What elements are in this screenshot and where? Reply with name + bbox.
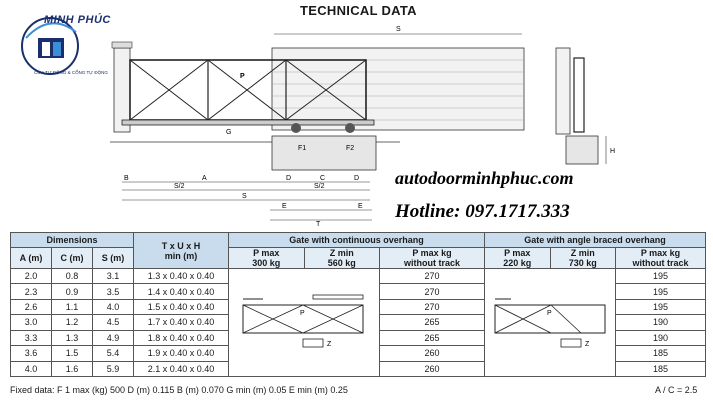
cell-txuxh: 1.8 x 0.40 x 0.40 [134,330,229,345]
cell-c: 0.8 [52,269,93,284]
dim-e-right: E [358,203,363,210]
angle-gate-diagram [485,269,615,374]
fixed-data-note: Fixed data: F 1 max (kg) 500 D (m) 0.115 B (m) 0.070 G min (m) 0.05 E min (m) 0.25 [10,385,348,395]
spec-table [10,232,706,377]
cell-cont-pmax: 260 [380,361,485,376]
cell-c: 1.6 [52,361,93,376]
dim-d-right: D [354,175,360,182]
header-cont-z: Z min 560 kg [304,248,380,269]
cell-cont-pmax: 260 [380,346,485,361]
page-title: TECHNICAL DATA [300,3,417,18]
dim-s2-right: S/2 [314,183,325,190]
table-row [11,269,706,284]
company-logo [14,8,114,86]
cell-a: 3.0 [11,315,52,330]
ratio-note: A / C = 2.5 [655,385,698,395]
cell-txuxh: 1.5 x 0.40 x 0.40 [134,299,229,314]
cell-a: 3.6 [11,346,52,361]
cell-c: 1.1 [52,299,93,314]
header-a: A (m) [11,248,52,269]
cell-txuxh: 1.4 x 0.40 x 0.40 [134,284,229,299]
cell-a: 2.0 [11,269,52,284]
header-angle: Gate with angle braced overhang [485,233,706,248]
label-h: H [610,148,616,155]
cell-angle-pmax: 195 [616,284,706,299]
header-angle-z: Z min 730 kg [550,248,616,269]
cell-txuxh: 2.1 x 0.40 x 0.40 [134,361,229,376]
diagram-label-p-angle: P [547,310,552,317]
gate-technical-drawing [110,18,630,230]
cell-s: 4.5 [93,315,134,330]
cell-s: 3.1 [93,269,134,284]
cell-cont-pmax: 265 [380,330,485,345]
header-continuous: Gate with continuous overhang [229,233,485,248]
cell-a: 4.0 [11,361,52,376]
header-angle-pmax: P max kg without track [616,248,706,269]
cell-cont-pmax: 270 [380,284,485,299]
header-c: C (m) [52,248,93,269]
dim-e-left: E [282,203,287,210]
dim-t: T [316,221,321,228]
promo-website: autodoorminhphuc.com [395,168,574,188]
cell-angle-pmax: 185 [616,361,706,376]
cell-cont-pmax: 270 [380,299,485,314]
label-f1: F1 [298,145,307,152]
header-txuxh: T x U x H min (m) [134,233,229,269]
dim-d-left: D [286,175,292,182]
cell-c: 1.3 [52,330,93,345]
cell-txuxh: 1.7 x 0.40 x 0.40 [134,315,229,330]
cell-cont-pmax: 265 [380,315,485,330]
continuous-gate-diagram [229,269,379,374]
diagram-label-p: P [300,310,305,317]
cell-c: 1.2 [52,315,93,330]
label-p: P [240,73,245,80]
cell-s: 3.5 [93,284,134,299]
cell-a: 2.6 [11,299,52,314]
dim-a: A [202,175,207,182]
label-f2: F2 [346,145,355,152]
cell-a: 3.3 [11,330,52,345]
header-angle-p: P max 220 kg [485,248,551,269]
cell-angle-pmax: 190 [616,315,706,330]
continuous-overhang-diagram [229,269,380,377]
cell-angle-pmax: 195 [616,269,706,284]
cell-a: 2.3 [11,284,52,299]
diagram-label-z: Z [327,341,332,348]
cell-txuxh: 1.3 x 0.40 x 0.40 [134,269,229,284]
logo-tagline: CỬA TỰ ĐỘNG & CỔNG TỰ ĐỘNG [34,70,108,75]
label-g: G [226,129,232,136]
dim-s-bottom: S [242,193,247,200]
header-s: S (m) [93,248,134,269]
dim-c: C [320,175,326,182]
cell-s: 4.0 [93,299,134,314]
dim-s-top: S [396,26,401,33]
cell-angle-pmax: 195 [616,299,706,314]
cell-s: 5.4 [93,346,134,361]
dim-s2-left: S/2 [174,183,185,190]
cell-c: 1.5 [52,346,93,361]
cell-s: 5.9 [93,361,134,376]
header-cont-pmax: P max kg without track [380,248,485,269]
cell-cont-pmax: 270 [380,269,485,284]
cell-txuxh: 1.9 x 0.40 x 0.40 [134,346,229,361]
diagram-label-z-angle: Z [585,341,590,348]
cell-angle-pmax: 190 [616,330,706,345]
header-cont-p: P max 300 kg [229,248,305,269]
angle-overhang-diagram [485,269,616,377]
promo-hotline: Hotline: 097.1717.333 [395,201,570,222]
cell-angle-pmax: 185 [616,346,706,361]
cell-c: 0.9 [52,284,93,299]
cell-s: 4.9 [93,330,134,345]
dim-b: B [124,175,129,182]
logo-name: MINH PHÚC [44,14,111,26]
header-dimensions: Dimensions [11,233,134,248]
